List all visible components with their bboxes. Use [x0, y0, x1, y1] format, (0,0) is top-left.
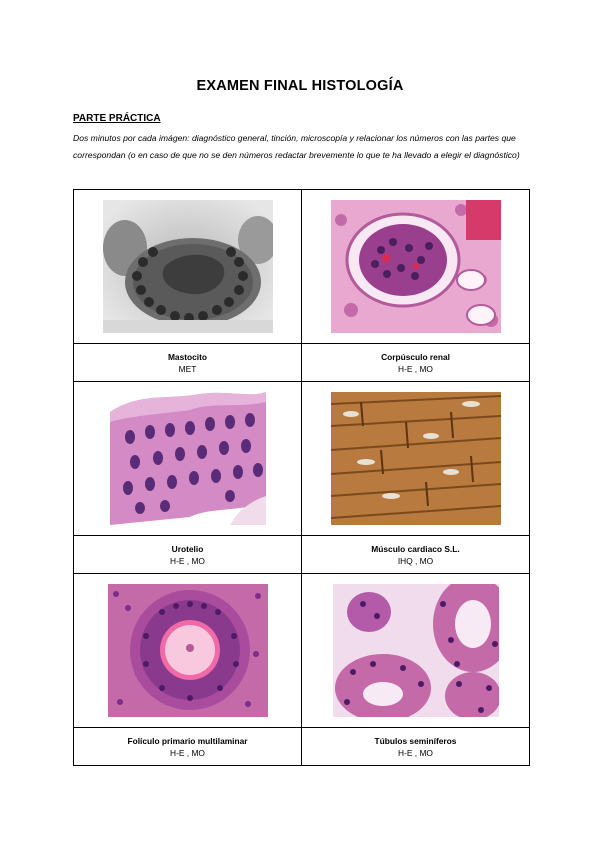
- caption-cell: [74, 728, 302, 766]
- image-cell: [302, 190, 530, 344]
- caption-cell: [302, 344, 530, 382]
- diagnosis-label: Túbulos seminíferos: [374, 735, 457, 746]
- renal-corpuscle-micrograph-icon: [331, 200, 501, 333]
- diagnosis-label: Urotelio: [171, 543, 204, 554]
- technique-label: H-E , MO: [398, 747, 433, 758]
- diagnosis-label: Folículo primario multilaminar: [127, 735, 248, 746]
- image-cell: [74, 190, 302, 344]
- image-cell: [302, 574, 530, 728]
- technique-label: H-E , MO: [170, 555, 205, 566]
- caption-cell: [74, 344, 302, 382]
- diagnosis-label: Corpúsculo renal: [381, 351, 450, 362]
- page-title: EXAMEN FINAL HISTOLOGÍA: [196, 78, 404, 94]
- caption-cell: [302, 728, 530, 766]
- urothelium-micrograph-icon: [110, 392, 266, 525]
- technique-label: MET: [178, 363, 197, 374]
- technique-label: H-E , MO: [398, 363, 433, 374]
- seminiferous-tubules-micrograph-icon: [333, 584, 499, 717]
- instructions-text: Dos minutos por cada imágen: diagnóstico general, tinción, microscopía y relacionar los números con las partes que correspondan (o en caso de que no se den números redactar brevemente lo que te ha llevado a elegir el diagnóstico): [73, 133, 520, 160]
- section-heading: PARTE PRÁCTICA: [73, 113, 161, 124]
- caption-cell: [74, 536, 302, 574]
- technique-label: IHQ , MO: [397, 555, 434, 566]
- diagnosis-label: Músculo cardiaco S.L.: [371, 543, 460, 554]
- image-cell: [302, 382, 530, 536]
- image-cell: [74, 382, 302, 536]
- diagnosis-label: Mastocito: [167, 351, 208, 362]
- caption-cell: [302, 536, 530, 574]
- technique-label: H-E , MO: [170, 747, 205, 758]
- multilaminar-follicle-micrograph-icon: [108, 584, 268, 717]
- image-cell: [74, 574, 302, 728]
- cardiac-muscle-micrograph-icon: [331, 392, 501, 525]
- exam-image-table: [73, 189, 530, 766]
- mast-cell-electron-micrograph-icon: [103, 200, 273, 333]
